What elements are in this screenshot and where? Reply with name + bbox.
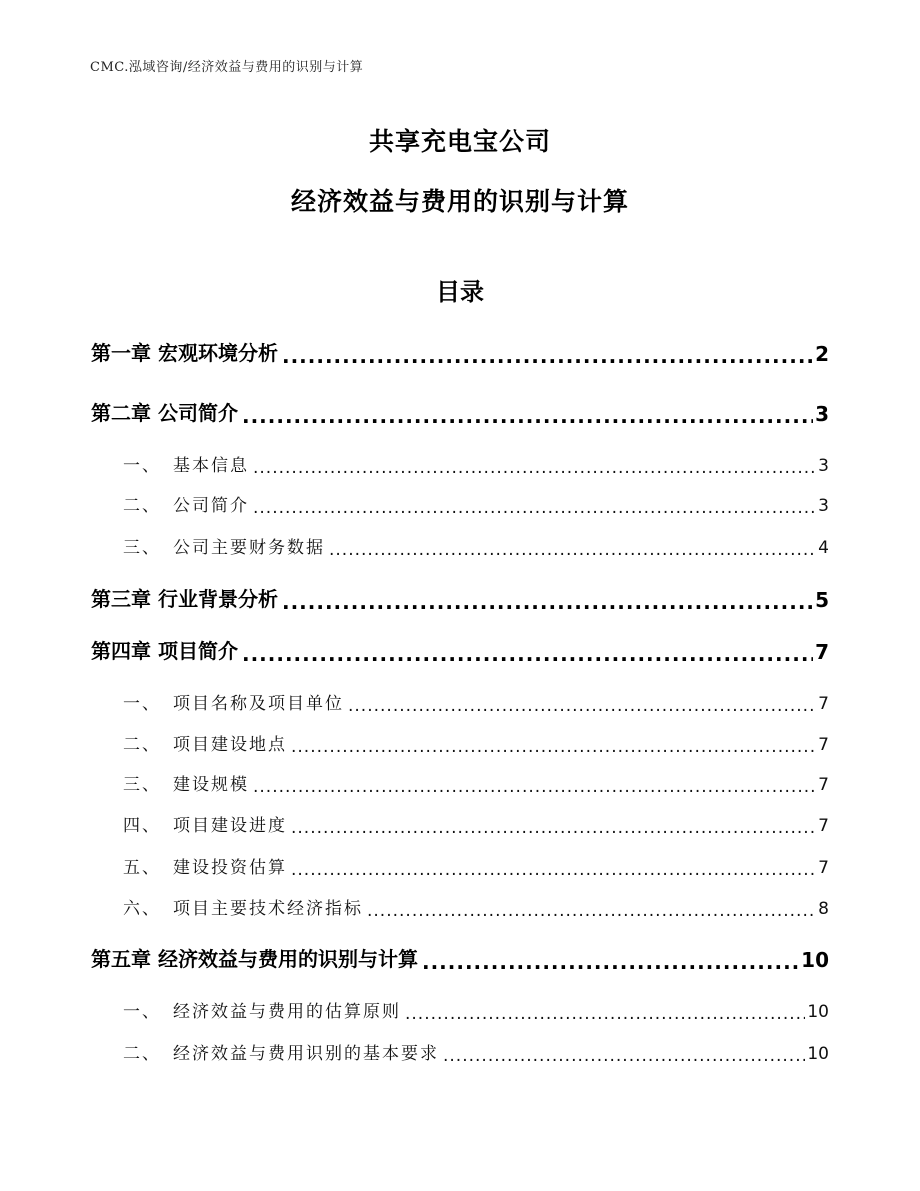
toc-entry-page: 3 [818, 496, 829, 516]
toc-entry-section[interactable] [123, 450, 829, 476]
toc-entry-section[interactable] [123, 852, 829, 878]
toc-entry-label: 二、 项目建设地点 [123, 735, 287, 755]
toc-entry-label: 第一章 宏观环境分析 [91, 341, 278, 365]
toc-entry-label: 三、 建设规模 [123, 775, 249, 795]
toc-entry-label: 四、 项目建设进度 [123, 816, 287, 836]
toc-entry-label: 三、 公司主要财务数据 [123, 538, 325, 558]
toc-leader-dots [242, 644, 813, 664]
toc-leader-dots [348, 697, 816, 714]
toc-leader-dots [242, 406, 813, 426]
toc-entry-page: 2 [815, 342, 829, 366]
toc-entry-page: 10 [807, 1002, 829, 1022]
toc-entry-section[interactable] [123, 729, 829, 755]
toc-entry-label: 二、 经济效益与费用识别的基本要求 [123, 1044, 439, 1064]
toc-entry-page: 7 [818, 775, 829, 795]
toc-entry-label: 五、 建设投资估算 [123, 858, 287, 878]
toc-leader-dots [291, 819, 816, 836]
toc-leader-dots [282, 346, 813, 366]
toc-entry-page: 8 [818, 899, 829, 919]
toc-entry-page: 7 [818, 735, 829, 755]
toc-entry-page: 7 [818, 858, 829, 878]
toc-entry-label: 第五章 经济效益与费用的识别与计算 [91, 947, 418, 971]
toc-entry-section[interactable] [123, 688, 829, 714]
toc-leader-dots [367, 902, 816, 919]
toc-entry-page: 10 [807, 1044, 829, 1064]
toc-entry-section[interactable] [123, 769, 829, 795]
document-subtitle: 经济效益与费用的识别与计算 [290, 187, 629, 216]
toc-leader-dots [329, 541, 816, 558]
toc-entry-section[interactable] [123, 893, 829, 919]
toc-entry-label: 六、 项目主要技术经济指标 [123, 899, 363, 919]
toc-leader-dots [291, 861, 816, 878]
toc-entry-chapter-3[interactable] [91, 582, 829, 612]
toc-entry-section[interactable] [123, 996, 829, 1022]
toc-entry-label: 一、 经济效益与费用的估算原则 [123, 1002, 401, 1022]
toc-entry-chapter-5[interactable] [91, 942, 829, 972]
toc-entry-page: 7 [818, 816, 829, 836]
toc-heading: 目录 [436, 278, 484, 306]
toc-leader-dots [405, 1005, 805, 1022]
toc-entry-label: 第四章 项目简介 [91, 639, 238, 663]
toc-entry-chapter-4[interactable] [91, 634, 829, 664]
toc-leader-dots [443, 1047, 805, 1064]
running-header: CMC.泓域咨询/经济效益与费用的识别与计算 [90, 60, 364, 75]
toc-entry-chapter-2[interactable] [91, 396, 829, 426]
toc-leader-dots [253, 778, 816, 795]
toc-leader-dots [253, 459, 816, 476]
toc-leader-dots [291, 738, 816, 755]
toc-entry-page: 5 [815, 588, 829, 612]
toc-entry-section[interactable] [123, 490, 829, 516]
toc-entry-chapter-1[interactable] [91, 336, 829, 366]
toc-leader-dots [253, 499, 816, 516]
toc-entry-page: 7 [818, 694, 829, 714]
toc-entry-label: 二、 公司简介 [123, 496, 249, 516]
toc-entry-label: 一、 基本信息 [123, 456, 249, 476]
toc-entry-page: 3 [818, 456, 829, 476]
toc-entry-page: 10 [801, 948, 829, 972]
toc-entry-section[interactable] [123, 810, 829, 836]
toc-entry-section[interactable] [123, 1038, 829, 1064]
toc-entry-page: 7 [815, 640, 829, 664]
toc-entry-page: 3 [815, 402, 829, 426]
toc-leader-dots [422, 952, 799, 972]
toc-entry-page: 4 [818, 538, 829, 558]
document-title: 共享充电宝公司 [368, 127, 551, 156]
toc-entry-label: 一、 项目名称及项目单位 [123, 694, 344, 714]
toc-entry-label: 第二章 公司简介 [91, 401, 238, 425]
toc-entry-label: 第三章 行业背景分析 [91, 587, 278, 611]
toc-leader-dots [282, 592, 813, 612]
toc-entry-section[interactable] [123, 532, 829, 558]
